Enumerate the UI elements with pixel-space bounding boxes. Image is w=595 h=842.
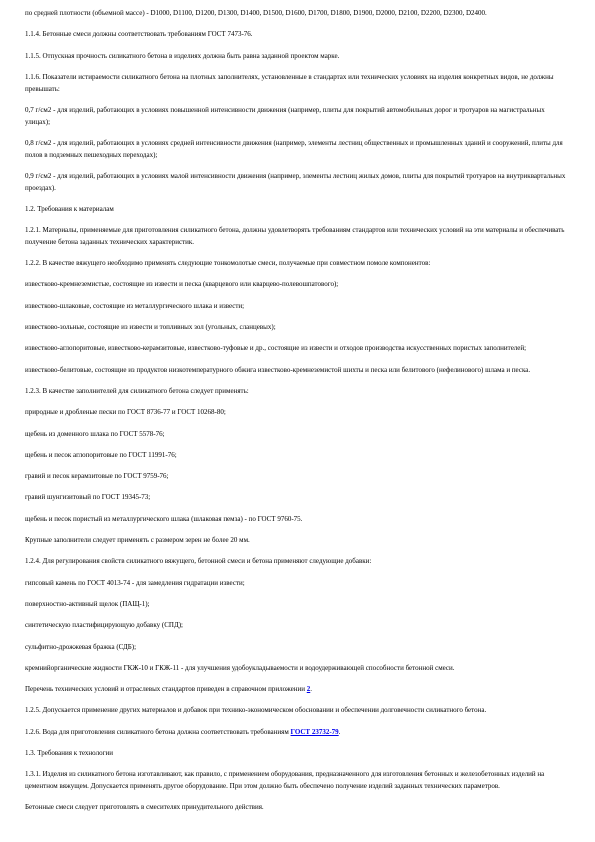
paragraph-text: 1.2.6. Вода для приготовления силикатного бетона должна соответствовать требованиям bbox=[25, 727, 291, 736]
paragraph bbox=[25, 492, 570, 504]
paragraph bbox=[25, 365, 570, 377]
paragraph-text: известково-шлаковые, состоящие из металлургического шлака и извести; bbox=[25, 301, 245, 310]
paragraph bbox=[25, 407, 570, 419]
paragraph-text: 0,9 г/см2 - для изделий, работающих в условиях малой интенсивности движения (например, элементы лестниц жилых домов, плиты для покрытий тротуаров на внутриквартальных проездах). bbox=[25, 171, 566, 192]
paragraph-text: природные и дробленые пески по ГОСТ 8736-77 и ГОСТ 10268-80; bbox=[25, 408, 226, 417]
paragraph bbox=[25, 343, 570, 355]
paragraph bbox=[25, 684, 570, 696]
paragraph bbox=[25, 599, 570, 611]
paragraph-text: щебень и песок аглопоритовые по ГОСТ 11991-76; bbox=[25, 450, 177, 459]
paragraph-text: поверхностно-активный щелок (ПАЩ-1); bbox=[25, 599, 150, 608]
paragraph bbox=[25, 386, 570, 398]
paragraph bbox=[25, 429, 570, 441]
paragraph-text: 1.1.6. Показатели истираемости силикатного бетона на плотных заполнителях, установленные в стандартах или технических условиях на изделия конкретных видов, не должны превышать: bbox=[25, 72, 554, 93]
paragraph-text: известково-аглопоритовые, известково-керамзитовые, известково-туфовые и др., состоящие из извести и отходов производства искусственных пористых заполнителей; bbox=[25, 344, 527, 353]
paragraph-text: по средней плотности (объемной массе) - D1000, D1100, D1200, D1300, D1400, D1500, D1600, D1700, D1800, D1900, D2000, D2100, D2200, D2300, D2400. bbox=[25, 9, 487, 17]
paragraph bbox=[25, 204, 570, 216]
paragraph-text: 1.1.4. Бетонные смеси должны соответствовать требованиям ГОСТ 7473-76. bbox=[25, 30, 253, 39]
paragraph bbox=[25, 258, 570, 270]
paragraph-text: 1.2.3. В качестве заполнителей для силикатного бетона следует применять: bbox=[25, 386, 249, 395]
paragraph bbox=[25, 705, 570, 717]
paragraph-text: известково-белитовые, состоящие из продуктов низкотемпературного обжига известково-кремнеземистой шихты и песка или белитового (нефелинового) шлама и песка. bbox=[25, 365, 531, 374]
paragraph-text: Перечень технических условий и отраслевых стандартов приведен в справочном приложении bbox=[25, 685, 307, 694]
paragraph-text: 1.3. Требования к технологии bbox=[25, 749, 113, 758]
paragraph-text: гипсовый камень по ГОСТ 4013-74 - для замедления гидратации извести; bbox=[25, 578, 245, 587]
paragraph-text: синтетическую пластифицирующую добавку (СПД); bbox=[25, 621, 183, 630]
paragraph bbox=[25, 748, 570, 760]
paragraph bbox=[25, 663, 570, 675]
paragraph-text: Крупные заполнители следует применять с размером зерен не более 20 мм. bbox=[25, 536, 250, 545]
paragraph-text: кремнийорганические жидкости ГКЖ-10 и ГКЖ-11 - для улучшения удобоукладываемости и водоудерживающей способности бетонной смеси. bbox=[25, 663, 455, 672]
paragraph bbox=[25, 727, 570, 739]
paragraph-text: гравий шунгизитовый по ГОСТ 19345-73; bbox=[25, 493, 151, 502]
paragraph bbox=[25, 578, 570, 590]
paragraph bbox=[25, 29, 570, 41]
paragraph-text: 1.2. Требования к материалам bbox=[25, 204, 114, 213]
paragraph bbox=[25, 105, 570, 128]
paragraph-text: известково-зольные, состоящие из извести и топливных зол (угольных, сланцевых); bbox=[25, 323, 276, 332]
paragraph bbox=[25, 72, 570, 95]
paragraph-text: сульфитно-дрожжевая бражка (СДБ); bbox=[25, 642, 137, 651]
reference-link[interactable]: 2 bbox=[306, 685, 311, 694]
paragraph bbox=[25, 322, 570, 334]
paragraph-text-end: . bbox=[310, 685, 312, 694]
paragraph-text: Бетонные смеси следует приготовлять в смесителях принудительного действия. bbox=[25, 803, 264, 812]
paragraph bbox=[25, 450, 570, 462]
paragraph-text: щебень из доменного шлака по ГОСТ 5578-76; bbox=[25, 429, 165, 438]
paragraph-text-end: . bbox=[338, 727, 341, 736]
document-body bbox=[25, 8, 570, 824]
paragraph-text: 1.2.1. Материалы, применяемые для приготовления силикатного бетона, должны удовлетворять требованиям стандартов или технических условий на эти материалы и обеспечивать получение бетона заданных технических характеристик. bbox=[25, 226, 565, 246]
paragraph bbox=[25, 514, 570, 526]
paragraph-text: известково-кремнеземистые, состоящие из извести и песка (кварцевого или кварцево-полевошпатового); bbox=[25, 280, 339, 289]
paragraph bbox=[25, 279, 570, 291]
paragraph-text: 1.2.5. Допускается применение других материалов и добавок при технико-экономическом обосновании и обеспечении долговечности силикатного бетона. bbox=[25, 706, 487, 715]
paragraph bbox=[25, 802, 570, 814]
paragraph bbox=[25, 138, 570, 161]
paragraph-text: 0,8 г/см2 - для изделий, работающих в условиях средней интенсивности движения (например, элементы лестниц общественных и промышленных зданий и сооружений, плиты для полов в подземных пешеходных переходах); bbox=[25, 138, 563, 159]
paragraph-text: щебень и песок пористый из металлургического шлака (шлаковая пемза) - по ГОСТ 9760-75. bbox=[25, 514, 303, 523]
paragraph bbox=[25, 171, 570, 194]
paragraph bbox=[25, 51, 570, 63]
paragraph bbox=[25, 620, 570, 632]
paragraph bbox=[25, 225, 570, 248]
paragraph bbox=[25, 769, 570, 792]
paragraph-text: 1.1.5. Отпускная прочность силикатного бетона в изделиях должна быть равна заданной проектом марке. bbox=[25, 51, 340, 60]
paragraph bbox=[25, 471, 570, 483]
paragraph bbox=[25, 642, 570, 654]
paragraph bbox=[25, 8, 570, 20]
paragraph-text: 1.3.1. Изделия из силикатного бетона изготавливают, как правило, с применением оборудования, предназначенного для изготовления бетонных и железобетонных изделий на цементном вяжущем. Допускается применять другое оборудование. При этом должно быть обеспечено получение изделий заданных технических параметров. bbox=[25, 770, 545, 791]
paragraph-text: 1.2.4. Для регулирования свойств силикатного вяжущего, бетонной смеси и бетона применяют следующие добавки: bbox=[25, 557, 372, 566]
paragraph-text: гравий и песок керамзитовые по ГОСТ 9759-76; bbox=[25, 472, 169, 481]
reference-link[interactable]: ГОСТ 23732-79 bbox=[290, 727, 339, 736]
paragraph-text: 1.2.2. В качестве вяжущего необходимо применять следующие тонкомолотые смеси, получаемые при совместном помоле компонентов: bbox=[25, 259, 431, 268]
paragraph-text: 0,7 г/см2 - для изделий, работающих в условиях повышенной интенсивности движения (например, плиты для покрытий автомобильных дорог и тротуаров на магистральных улицах); bbox=[25, 105, 545, 126]
paragraph bbox=[25, 301, 570, 313]
paragraph bbox=[25, 556, 570, 568]
paragraph bbox=[25, 535, 570, 547]
